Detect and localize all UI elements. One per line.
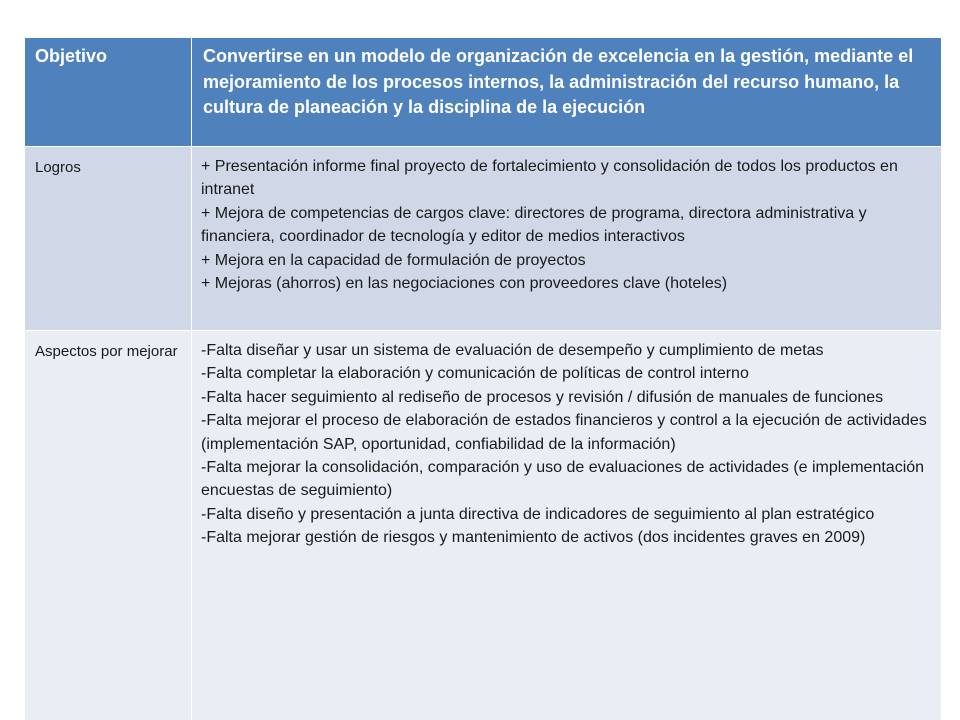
logros-row: [25, 147, 942, 331]
aspectos-label: Aspectos por mejorar: [25, 331, 192, 720]
objetivo-row: [25, 38, 942, 147]
objectives-table: [24, 37, 942, 720]
aspectos-item: -Falta completar la elaboración y comunicación de políticas de control interno: [201, 365, 749, 383]
aspectos-item: -Falta mejorar la consolidación, comparación y uso de evaluaciones de actividades (e implementación encuestas de seguimiento): [201, 459, 925, 500]
logros-item: + Mejora de competencias de cargos clave: directores de programa, directora administrativa y financiera, coordinador de tecnología y editor de medios interactivos: [201, 204, 867, 246]
logros-item: + Mejora en la capacidad de formulación de proyectos: [201, 251, 586, 269]
objetivo-label: Objetivo: [25, 38, 192, 147]
logros-label: Logros: [25, 147, 192, 331]
logros-item: + Presentación informe final proyecto de fortalecimiento y consolidación de todos los productos en intranet: [201, 158, 898, 199]
logros-item: + Mejoras (ahorros) en las negociaciones con proveedores clave (hoteles): [201, 275, 728, 293]
logros-list: [192, 147, 942, 331]
aspectos-item: -Falta mejorar gestión de riesgos y mantenimiento de activos (dos incidentes graves en 2009): [201, 529, 866, 547]
aspectos-list: [192, 331, 942, 720]
aspectos-item: -Falta hacer seguimiento al rediseño de procesos y revisión / difusión de manuales de funciones: [201, 388, 884, 406]
aspectos-item: -Falta diseño y presentación a junta directiva de indicadores de seguimiento al plan estratégico: [201, 505, 875, 523]
aspectos-item: -Falta diseñar y usar un sistema de evaluación de desempeño y cumplimiento de metas: [201, 342, 824, 359]
aspectos-item: -Falta mejorar el proceso de elaboración de estados financieros y control a la ejecución de actividades (implementación SAP, oportunidad, confiabilidad de la información): [201, 412, 927, 453]
objetivo-text: Convertirse en un modelo de organización de excelencia en la gestión, mediante el mejoramiento de los procesos internos, la administración del recurso humano, la cultura de planeación y la disciplina de la ejecución: [192, 38, 942, 147]
aspectos-row: [25, 331, 942, 720]
